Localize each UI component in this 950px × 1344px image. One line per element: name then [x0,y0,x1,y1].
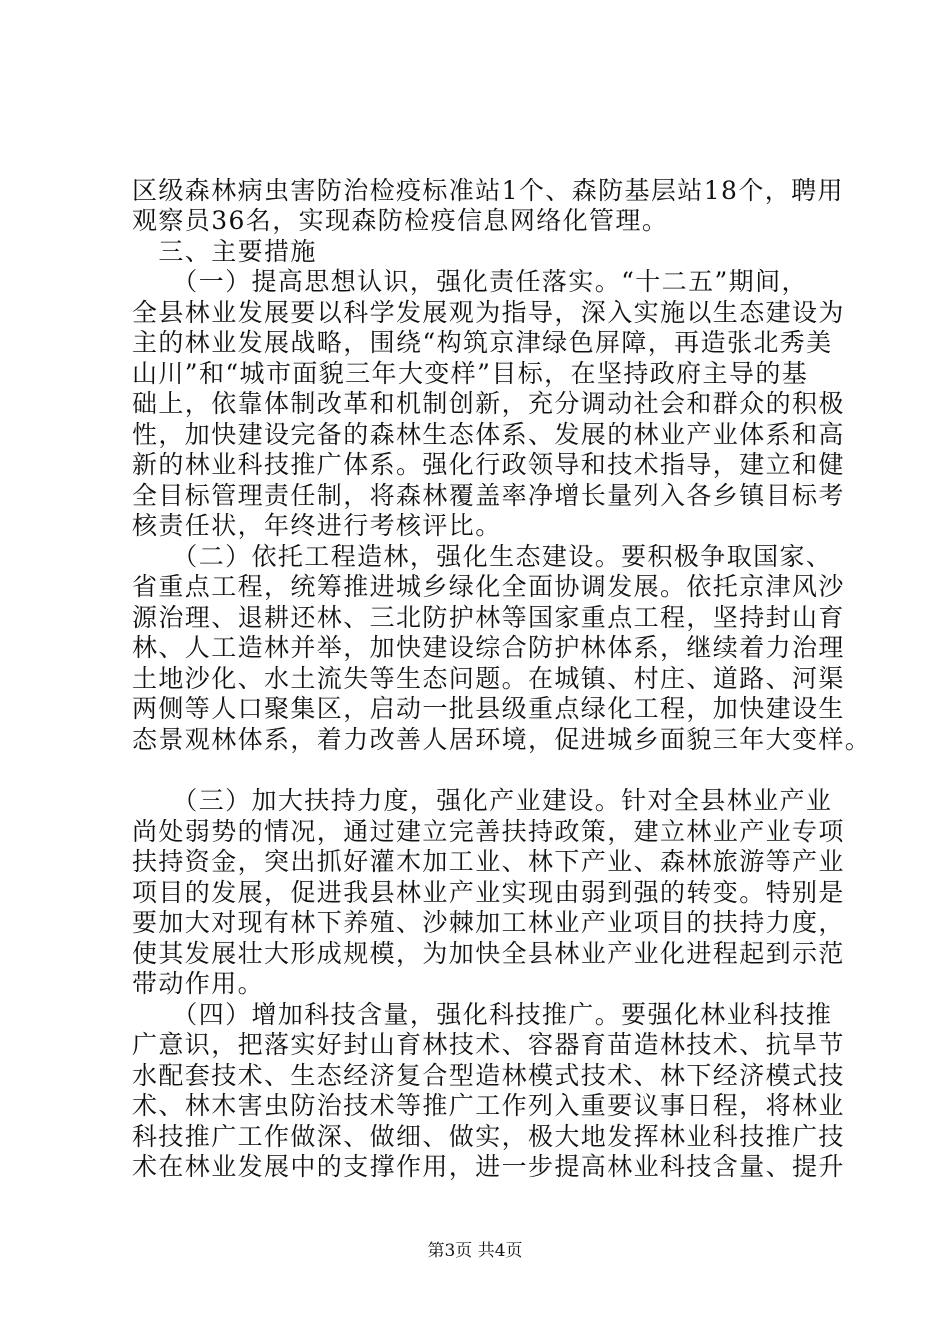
text-line: 尚处弱势的情况，通过建立完善扶持政策，建立林业产业专项 [132,817,845,846]
text-line: 础上，依靠体制改革和机制创新，充分调动社会和群众的积极 [132,389,845,418]
text-line: （三）加大扶持力度，强化产业建设。针对全县林业产业 [132,786,833,815]
text-line: 新的林业科技推广体系。强化行政领导和技术指导，建立和健 [132,450,845,479]
text-line: 科技推广工作做深、做细、做实，极大地发挥林业科技推广技 [132,1122,845,1151]
text-line: 林、人工造林并举，加快建设综合防护林体系，继续着力治理 [132,633,845,662]
text-line: 源治理、退耕还林、三北防护林等国家重点工程，坚持封山育 [132,603,845,632]
text-line: （四）增加科技含量，强化科技推广。要强化林业科技推 [132,1000,833,1029]
text-line: 土地沙化、水土流失等生态问题。在城镇、村庄、道路、河渠 [132,664,845,693]
text-line: 性，加快建设完备的森林生态体系、发展的林业产业体系和高 [132,420,845,449]
text-line: （二）依托工程造林，强化生态建设。要积极争取国家、 [132,542,833,571]
text-line: （一）提高思想认识，强化责任落实。“十二五”期间， [132,267,808,296]
text-line: 核责任状，年终进行考核评比。 [132,511,502,540]
text-line: 项目的发展，促进我县林业产业实现由弱到强的转变。特别是 [132,878,845,907]
text-line: 使其发展壮大形成规模，为加快全县林业产业化进程起到示范 [132,939,845,968]
section-heading: 三、主要措施 [132,237,317,266]
text-line: 全目标管理责任制，将森林覆盖率净增长量列入各乡镇目标考 [132,481,845,510]
text-line: 术、林木害虫防治技术等推广工作列入重要议事日程，将林业 [132,1091,845,1120]
text-line: 态景观林体系，着力改善人居环境，促进城乡面貌三年大变样。 [132,725,872,754]
text-line: 两侧等人口聚集区，启动一批县级重点绿化工程，加快建设生 [132,694,845,723]
text-line: 区级森林病虫害防治检疫标准站1个、森防基层站18个，聘用 [132,176,844,205]
text-line: 省重点工程，统筹推进城乡绿化全面协调发展。依托京津风沙 [132,572,845,601]
text-line: 山川”和“城市面貌三年大变样”目标，在坚持政府主导的基 [132,359,809,388]
text-line: 全县林业发展要以科学发展观为指导，深入实施以生态建设为 [132,298,845,327]
text-line: 广意识，把落实好封山育林技术、容器育苗造林技术、抗旱节 [132,1030,845,1059]
text-line: 带动作用。 [132,969,265,998]
text-line: 要加大对现有林下养殖、沙棘加工林业产业项目的扶持力度， [132,908,845,937]
text-line: 观察员36名，实现森防检疫信息网络化管理。 [132,206,669,235]
text-line: 术在林业发展中的支撑作用，进一步提高林业科技含量、提升 [132,1152,845,1181]
page-number-footer: 第3页 共4页 [427,1241,523,1261]
text-line: 扶持资金，突出抓好灌木加工业、林下产业、森林旅游等产业 [132,847,845,876]
text-line: 水配套技术、生态经济复合型造林模式技术、林下经济模式技 [132,1061,845,1090]
text-line: 主的林业发展战略，围绕“构筑京津绿色屏障，再造张北秀美 [132,328,833,357]
